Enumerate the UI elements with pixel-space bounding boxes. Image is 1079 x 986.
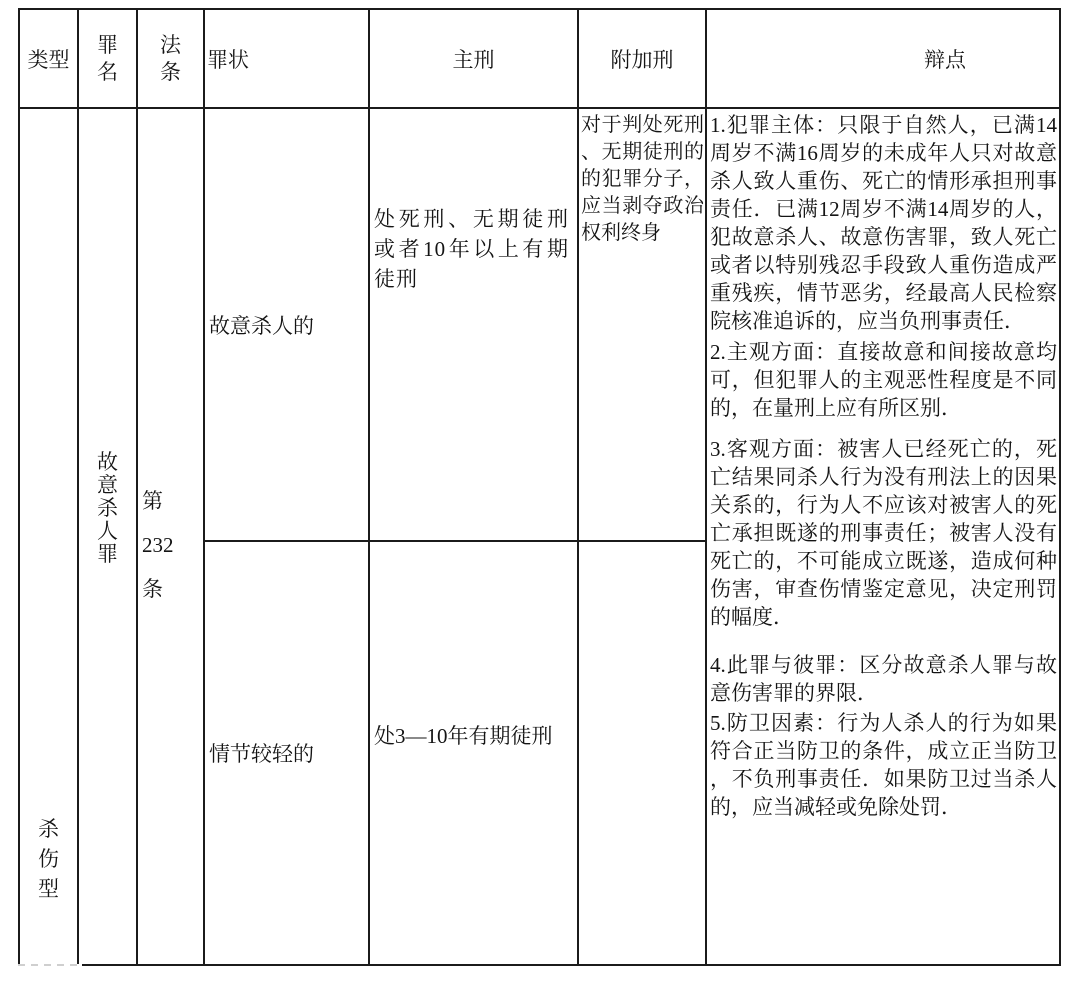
crime-reference-table (18, 8, 1061, 966)
header-article-label: 法条 (160, 32, 181, 84)
defense-point-2: 2.主观方面：直接故意和间接故意均可，但犯罪人的主观恶性程度是不同的，在量刑上应有所区别． (710, 340, 1057, 420)
description-row1-value: 故意杀人的 (209, 313, 314, 338)
header-description-label: 罪状 (207, 47, 249, 72)
header-principal-punishment (370, 10, 579, 109)
law-article-prefix: 第 (142, 488, 163, 513)
cell-supplementary-row1: 对于判处死刑、无期徒刑的的犯罪分子，应当剥夺政治权利终身 (579, 109, 707, 542)
header-crime (79, 10, 138, 109)
cell-principal-row2 (370, 542, 579, 964)
cell-description-row2 (205, 542, 370, 964)
scan-artifact-dashed-border (18, 964, 82, 966)
crime-name-value: 故意杀人罪 (97, 450, 118, 566)
cell-principal-row1: 处死刑、无期徒刑或者10年以上有期徒刑 (370, 109, 579, 542)
cell-crime-name (79, 109, 138, 964)
principal-row2-value: 处3—10年有期徒刑 (374, 724, 553, 748)
header-article (138, 10, 205, 109)
cell-law-article (138, 109, 205, 964)
header-defense-points (707, 10, 1059, 109)
header-description (205, 10, 370, 109)
cell-supplementary-row2 (579, 542, 707, 964)
header-defense-label: 辩点 (924, 47, 966, 72)
defense-point-5: 5.防卫因素：行为人杀人的行为如果符合正当防卫的条件，成立正当防卫，不负刑事责任．如果防卫过当杀人的，应当减轻或免除处罚． (710, 711, 1057, 819)
cell-description-row1 (205, 109, 370, 542)
law-article-number: 232 (142, 532, 174, 557)
header-principal-label: 主刑 (452, 47, 495, 72)
header-supplementary-label: 附加刑 (610, 47, 674, 72)
header-crime-label: 罪名 (97, 32, 118, 84)
header-type-label: 类型 (27, 47, 70, 72)
defense-point-3: 3.客观方面：被害人已经死亡的，死亡结果同杀人行为没有刑法上的因果关系的，行为人不应该对被害人的死亡承担既遂的刑事责任；被害人没有死亡的，不可能成立既遂，造成何种伤害，审查伤情鉴定意见，决定刑罚的幅度． (710, 437, 1057, 629)
type-value: 杀伤型 (38, 817, 59, 901)
defense-point-1: 1.犯罪主体：只限于自然人，已满14周岁不满16周岁的未成年人只对故意杀人致人重伤、死亡的情形承担刑事责任．已满12周岁不满14周岁的人，犯故意杀人、故意伤害罪，致人死亡或者以特别残忍手段致人重伤造成严重残疾，情节恶劣，经最高人民检察院核准追诉的，应当负刑事责任． (710, 113, 1057, 333)
description-row2-value: 情节较轻的 (209, 742, 314, 766)
header-type (20, 10, 79, 109)
defense-point-4: 4.此罪与彼罪：区分故意杀人罪与故意伤害罪的界限． (710, 653, 1057, 705)
law-article-suffix: 条 (142, 576, 163, 601)
header-supplementary-punishment (579, 10, 707, 109)
cell-defense-points (707, 109, 1059, 964)
cell-type (20, 109, 79, 964)
